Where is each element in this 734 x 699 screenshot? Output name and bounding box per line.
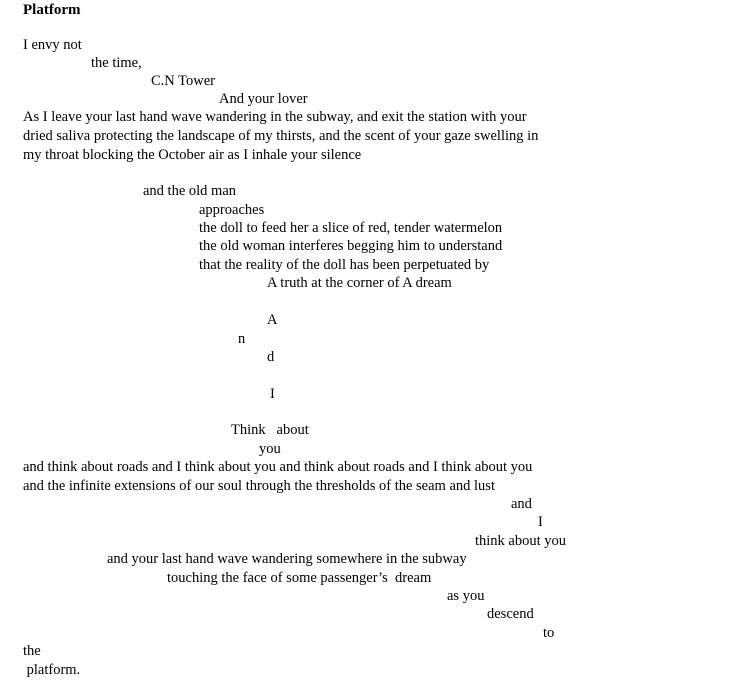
poem-line: C.N Tower — [151, 73, 215, 89]
poem-title: Platform — [23, 2, 81, 18]
poem-line: And your lover — [219, 91, 308, 107]
poem-line: touching the face of some passenger’s dream — [167, 570, 432, 586]
poem-line: A truth at the corner of A dream — [267, 275, 452, 291]
poem-line: and think about roads and I think about you and think about roads and I think about you — [23, 459, 533, 475]
poem-line: the time, — [91, 55, 142, 71]
poem-line: I — [538, 514, 543, 530]
poem-line: and the infinite extensions of our soul through the thresholds of the seam and lust — [23, 478, 495, 494]
poem-line: to — [543, 625, 555, 641]
poem-line: I — [270, 386, 275, 402]
poem-line: as you — [447, 588, 485, 604]
poem-line: the old woman interferes begging him to understand — [199, 238, 503, 254]
poem-line: As I leave your last hand wave wandering in the subway, and exit the station with your — [23, 109, 527, 125]
poem-line: descend — [487, 606, 534, 622]
poem-line: my throat blocking the October air as I inhale your silence — [23, 147, 362, 163]
poem-line: d — [267, 349, 275, 365]
poem-line: and the old man — [143, 183, 237, 199]
poem-line: and — [511, 496, 532, 512]
poem-line: and your last hand wave wandering somewhere in the subway — [107, 551, 467, 567]
poem-line: the — [23, 643, 41, 659]
poem-line: platform. — [23, 662, 81, 678]
poem-line: Think about — [231, 422, 309, 438]
poem-line: approaches — [199, 202, 265, 218]
poem-line: I envy not — [23, 37, 82, 53]
poem-line: think about you — [475, 533, 567, 549]
poem-line: dried saliva protecting the landscape of my thirsts, and the scent of your gaze swelling in — [23, 128, 539, 144]
poem-line: you — [259, 441, 281, 457]
poem-line: the doll to feed her a slice of red, tender watermelon — [199, 220, 503, 236]
poem-line: that the reality of the doll has been perpetuated by — [199, 257, 490, 273]
poem-line: n — [238, 331, 246, 347]
poem-line: A — [267, 312, 278, 328]
